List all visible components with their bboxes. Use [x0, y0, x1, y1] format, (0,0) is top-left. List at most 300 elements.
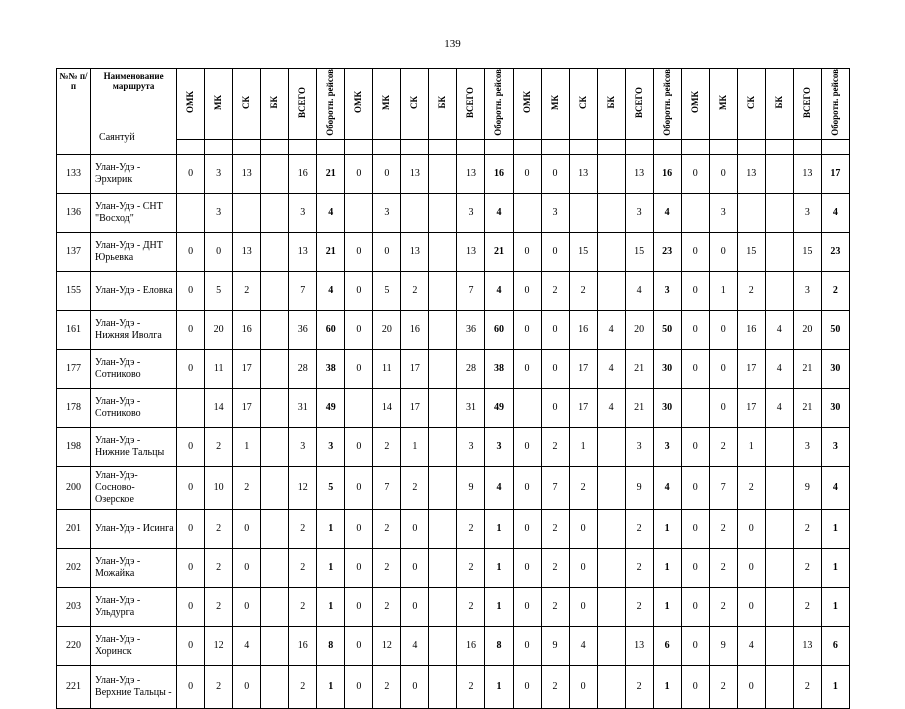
table-cell: 2	[625, 587, 653, 626]
table-cell: 1	[317, 509, 345, 548]
table-cell: 17	[569, 388, 597, 427]
header-col-label: БК	[773, 96, 784, 109]
table-cell: 0	[345, 548, 373, 587]
route-name: Улан-Удэ - Еловка	[91, 271, 177, 310]
table-cell: 11	[205, 349, 233, 388]
table-cell: 0	[737, 509, 765, 548]
header-col-label: ОМК	[353, 91, 364, 114]
table-cell: 2	[401, 271, 429, 310]
table-cell: 4	[765, 310, 793, 349]
table-cell	[765, 466, 793, 509]
table-cell: 0	[681, 427, 709, 466]
table-cell: 30	[821, 388, 849, 427]
table-cell: 1	[653, 665, 681, 708]
header-col-2	[233, 69, 261, 140]
header-col-spacer	[821, 139, 849, 154]
table-cell: 17	[401, 388, 429, 427]
table-cell: 3	[625, 427, 653, 466]
table-cell: 0	[737, 548, 765, 587]
header-col-label: ОМК	[689, 91, 700, 114]
table-cell: 0	[681, 349, 709, 388]
header-col-11	[485, 69, 513, 140]
table-cell: 1	[821, 548, 849, 587]
table-cell	[513, 388, 541, 427]
table-cell: 17	[737, 388, 765, 427]
table-cell: 0	[177, 310, 205, 349]
header-col-spacer	[345, 139, 373, 154]
table-cell: 2	[233, 271, 261, 310]
table-cell	[513, 193, 541, 232]
header-col-spacer	[233, 139, 261, 154]
route-number: 200	[57, 466, 91, 509]
table-cell: 0	[401, 548, 429, 587]
table-cell: 1	[233, 427, 261, 466]
table-cell: 2	[541, 587, 569, 626]
header-col-5	[317, 69, 345, 140]
table-cell: 0	[345, 665, 373, 708]
table-cell	[765, 665, 793, 708]
table-cell: 0	[541, 388, 569, 427]
table-cell: 50	[821, 310, 849, 349]
header-col-label: ОМК	[185, 91, 196, 114]
header-col-1	[205, 69, 233, 140]
table-cell: 49	[317, 388, 345, 427]
table-cell: 3	[457, 193, 485, 232]
table-cell: 2	[793, 548, 821, 587]
table-cell	[737, 193, 765, 232]
table-cell: 1	[653, 509, 681, 548]
table-cell: 7	[541, 466, 569, 509]
table-cell	[429, 665, 457, 708]
table-cell	[429, 232, 457, 271]
table-cell: 13	[737, 154, 765, 193]
header-col-spacer	[429, 139, 457, 154]
table-cell: 2	[709, 509, 737, 548]
table-cell: 0	[233, 665, 261, 708]
table-cell	[261, 587, 289, 626]
table-cell	[177, 388, 205, 427]
table-cell: 3	[289, 193, 317, 232]
header-col-spacer	[793, 139, 821, 154]
table-cell: 4	[821, 466, 849, 509]
table-cell: 4	[597, 310, 625, 349]
table-cell: 2	[373, 427, 401, 466]
table-cell: 0	[345, 466, 373, 509]
table-cell	[261, 626, 289, 665]
table-cell: 4	[401, 626, 429, 665]
header-col-label: ВСЕГО	[633, 86, 644, 118]
table-cell: 2	[737, 466, 765, 509]
table-cell: 1	[821, 587, 849, 626]
table-cell: 16	[737, 310, 765, 349]
table-cell: 0	[569, 548, 597, 587]
table-cell: 5	[205, 271, 233, 310]
table-cell: 13	[793, 626, 821, 665]
table-cell: 0	[345, 232, 373, 271]
header-col-spacer	[261, 139, 289, 154]
table-cell: 2	[401, 466, 429, 509]
table-cell: 1	[709, 271, 737, 310]
header-num: №№ п/п	[57, 69, 91, 155]
table-cell: 13	[233, 232, 261, 271]
table-cell: 0	[401, 665, 429, 708]
table-cell: 12	[205, 626, 233, 665]
table-cell: 2	[793, 509, 821, 548]
table-cell: 3	[317, 427, 345, 466]
table-cell: 0	[569, 665, 597, 708]
table-cell: 0	[681, 466, 709, 509]
table-cell	[597, 154, 625, 193]
table-cell: 1	[317, 548, 345, 587]
table-cell: 3	[821, 427, 849, 466]
table-cell	[681, 193, 709, 232]
table-cell: 2	[541, 271, 569, 310]
table-cell: 0	[681, 548, 709, 587]
header-col-16	[625, 69, 653, 140]
route-name: Улан-Удэ - Нижние Тальцы	[91, 427, 177, 466]
table-cell: 1	[485, 665, 513, 708]
table-cell	[597, 466, 625, 509]
table-cell: 0	[681, 271, 709, 310]
table-cell: 2	[793, 665, 821, 708]
table-cell: 1	[401, 427, 429, 466]
table-cell: 3	[373, 193, 401, 232]
table-cell	[261, 349, 289, 388]
header-col-label: МК	[381, 94, 392, 110]
table-cell	[261, 193, 289, 232]
header-name-title: Наименование маршрута	[103, 71, 164, 91]
table-cell	[261, 154, 289, 193]
table-cell: 0	[569, 509, 597, 548]
route-number: 137	[57, 232, 91, 271]
table-cell: 31	[289, 388, 317, 427]
route-name: Улан-Удэ - Эрхирик	[91, 154, 177, 193]
table-cell: 20	[625, 310, 653, 349]
table-cell: 0	[709, 232, 737, 271]
table-cell: 1	[317, 587, 345, 626]
routes-table	[56, 68, 850, 709]
table-cell: 20	[373, 310, 401, 349]
table-cell: 0	[177, 466, 205, 509]
table-cell: 9	[625, 466, 653, 509]
header-col-label: Оборотн. рейсов	[493, 69, 504, 136]
header-name	[91, 69, 177, 155]
table-cell	[597, 587, 625, 626]
table-cell: 21	[793, 349, 821, 388]
table-cell: 16	[233, 310, 261, 349]
table-cell: 4	[485, 271, 513, 310]
table-cell	[597, 271, 625, 310]
table-cell: 21	[625, 349, 653, 388]
table-cell: 1	[485, 509, 513, 548]
table-cell: 2	[373, 509, 401, 548]
route-name: Улан-Удэ - Ульдурга	[91, 587, 177, 626]
table-cell: 30	[653, 388, 681, 427]
table-cell: 16	[289, 154, 317, 193]
table-cell: 13	[401, 232, 429, 271]
table-cell: 12	[289, 466, 317, 509]
table-cell: 28	[457, 349, 485, 388]
table-row	[57, 587, 850, 626]
table-cell: 1	[821, 509, 849, 548]
route-name: Улан-Удэ - Хоринск	[91, 626, 177, 665]
header-col-0	[177, 69, 205, 140]
table-cell	[345, 193, 373, 232]
table-cell: 0	[177, 271, 205, 310]
table-row	[57, 388, 850, 427]
table-cell: 0	[345, 271, 373, 310]
table-cell: 2	[457, 548, 485, 587]
table-cell: 0	[541, 349, 569, 388]
table-cell: 4	[317, 193, 345, 232]
table-cell: 1	[653, 587, 681, 626]
header-col-label: БК	[437, 96, 448, 109]
table-cell: 0	[709, 154, 737, 193]
table-cell: 2	[625, 665, 653, 708]
header-col-3	[261, 69, 289, 140]
table-row	[57, 310, 850, 349]
route-number: 177	[57, 349, 91, 388]
table-cell: 36	[457, 310, 485, 349]
table-cell: 13	[457, 232, 485, 271]
route-name: Улан-Удэ - Сотниково	[91, 349, 177, 388]
table-cell: 3	[289, 427, 317, 466]
table-cell: 4	[485, 466, 513, 509]
table-cell: 2	[205, 548, 233, 587]
table-cell: 20	[793, 310, 821, 349]
header-col-label: СК	[577, 95, 588, 109]
header-col-label: МК	[213, 94, 224, 110]
header-col-label: СК	[241, 95, 252, 109]
table-cell: 4	[597, 349, 625, 388]
header-col-spacer	[569, 139, 597, 154]
table-cell: 4	[625, 271, 653, 310]
table-cell: 16	[289, 626, 317, 665]
table-cell: 3	[709, 193, 737, 232]
route-number: 203	[57, 587, 91, 626]
table-cell: 31	[457, 388, 485, 427]
header-col-20	[737, 69, 765, 140]
table-cell: 1	[653, 548, 681, 587]
table-cell	[597, 232, 625, 271]
table-cell: 1	[569, 427, 597, 466]
header-col-9	[429, 69, 457, 140]
table-cell: 2	[709, 665, 737, 708]
table-cell: 4	[737, 626, 765, 665]
table-cell: 2	[541, 509, 569, 548]
table-cell: 4	[653, 466, 681, 509]
table-cell: 0	[681, 310, 709, 349]
table-cell: 13	[625, 626, 653, 665]
table-cell: 4	[317, 271, 345, 310]
table-cell	[597, 427, 625, 466]
table-cell: 2	[289, 548, 317, 587]
table-cell: 9	[541, 626, 569, 665]
table-cell: 13	[457, 154, 485, 193]
table-cell: 12	[373, 626, 401, 665]
route-name: Улан-Удэ - СНТ "Восход"	[91, 193, 177, 232]
table-cell: 15	[569, 232, 597, 271]
route-number: 220	[57, 626, 91, 665]
table-row	[57, 665, 850, 708]
table-cell: 0	[681, 587, 709, 626]
table-cell	[765, 626, 793, 665]
table-cell: 3	[653, 271, 681, 310]
table-cell: 2	[373, 587, 401, 626]
table-cell: 17	[821, 154, 849, 193]
header-col-spacer	[625, 139, 653, 154]
table-cell	[429, 626, 457, 665]
table-cell: 11	[373, 349, 401, 388]
table-cell: 0	[401, 509, 429, 548]
table-cell: 0	[513, 587, 541, 626]
table-cell: 2	[457, 587, 485, 626]
table-cell: 0	[205, 232, 233, 271]
table-cell: 1	[821, 665, 849, 708]
table-cell: 13	[569, 154, 597, 193]
table-cell: 9	[709, 626, 737, 665]
table-cell: 4	[569, 626, 597, 665]
table-cell: 0	[737, 665, 765, 708]
table-cell: 9	[457, 466, 485, 509]
route-name: Улан-Удэ - Можайка	[91, 548, 177, 587]
route-name: Улан-Удэ - Нижняя Иволга	[91, 310, 177, 349]
header-col-spacer	[681, 139, 709, 154]
table-cell: 21	[485, 232, 513, 271]
table-cell: 3	[793, 271, 821, 310]
table-cell: 0	[569, 587, 597, 626]
table-cell: 0	[681, 232, 709, 271]
table-cell: 16	[401, 310, 429, 349]
table-cell: 0	[233, 587, 261, 626]
table-cell: 0	[513, 310, 541, 349]
table-cell	[429, 587, 457, 626]
table-cell	[429, 349, 457, 388]
header-col-4	[289, 69, 317, 140]
table-cell: 2	[625, 509, 653, 548]
header-col-17	[653, 69, 681, 140]
table-cell: 0	[177, 154, 205, 193]
header-col-spacer	[373, 139, 401, 154]
table-cell: 2	[233, 466, 261, 509]
header-col-label: Оборотн. рейсов	[325, 69, 336, 136]
table-cell	[261, 232, 289, 271]
table-cell: 2	[821, 271, 849, 310]
table-cell: 2	[541, 548, 569, 587]
table-cell	[597, 548, 625, 587]
table-cell: 0	[177, 427, 205, 466]
header-col-label: МК	[717, 94, 728, 110]
table-cell	[429, 388, 457, 427]
table-cell: 13	[793, 154, 821, 193]
table-cell: 0	[709, 388, 737, 427]
route-name: Улан-Удэ- Сосново- Озерское	[91, 466, 177, 509]
table-row	[57, 427, 850, 466]
table-cell: 17	[737, 349, 765, 388]
table-cell: 3	[457, 427, 485, 466]
header-col-label: БК	[269, 96, 280, 109]
table-cell: 0	[233, 548, 261, 587]
table-cell: 6	[653, 626, 681, 665]
table-cell: 2	[709, 427, 737, 466]
table-cell: 50	[653, 310, 681, 349]
table-cell: 0	[541, 310, 569, 349]
table-cell	[429, 310, 457, 349]
table-cell: 17	[233, 349, 261, 388]
table-row	[57, 509, 850, 548]
table-cell	[681, 388, 709, 427]
header-col-13	[541, 69, 569, 140]
route-number: 136	[57, 193, 91, 232]
table-row	[57, 626, 850, 665]
table-cell: 21	[793, 388, 821, 427]
table-cell	[429, 509, 457, 548]
header-col-22	[793, 69, 821, 140]
table-cell: 3	[541, 193, 569, 232]
table-cell: 0	[513, 427, 541, 466]
header-col-8	[401, 69, 429, 140]
table-cell: 2	[737, 271, 765, 310]
table-cell	[569, 193, 597, 232]
table-cell: 3	[793, 193, 821, 232]
table-cell	[765, 271, 793, 310]
table-cell: 0	[373, 232, 401, 271]
table-cell: 2	[205, 427, 233, 466]
table-row	[57, 193, 850, 232]
table-row	[57, 154, 850, 193]
table-cell	[429, 193, 457, 232]
table-cell: 0	[541, 154, 569, 193]
table-cell: 15	[625, 232, 653, 271]
header-col-label: СК	[745, 95, 756, 109]
table-cell: 10	[205, 466, 233, 509]
page-number: 139	[444, 38, 461, 50]
table-cell: 21	[317, 232, 345, 271]
table-cell: 2	[793, 587, 821, 626]
table-cell: 23	[821, 232, 849, 271]
route-name: Улан-Удэ - ДНТ Юрьевка	[91, 232, 177, 271]
table-cell: 0	[177, 349, 205, 388]
table-cell: 0	[513, 665, 541, 708]
table-cell	[261, 310, 289, 349]
header-col-spacer	[597, 139, 625, 154]
table-cell: 5	[373, 271, 401, 310]
table-cell: 0	[709, 349, 737, 388]
table-cell: 8	[317, 626, 345, 665]
table-cell: 1	[485, 587, 513, 626]
header-col-spacer	[289, 139, 317, 154]
table-cell: 2	[569, 271, 597, 310]
route-name: Улан-Удэ - Исинга	[91, 509, 177, 548]
route-number: 202	[57, 548, 91, 587]
table-cell: 15	[737, 232, 765, 271]
table-cell	[261, 665, 289, 708]
table-cell: 16	[485, 154, 513, 193]
header-col-15	[597, 69, 625, 140]
table-cell	[597, 193, 625, 232]
table-cell	[597, 665, 625, 708]
table-cell: 38	[485, 349, 513, 388]
table-cell: 0	[177, 587, 205, 626]
table-cell: 2	[289, 587, 317, 626]
table-cell: 3	[485, 427, 513, 466]
table-cell	[429, 154, 457, 193]
table-cell: 3	[625, 193, 653, 232]
header-col-21	[765, 69, 793, 140]
header-col-label: СК	[409, 95, 420, 109]
table-cell: 4	[597, 388, 625, 427]
table-cell: 4	[821, 193, 849, 232]
